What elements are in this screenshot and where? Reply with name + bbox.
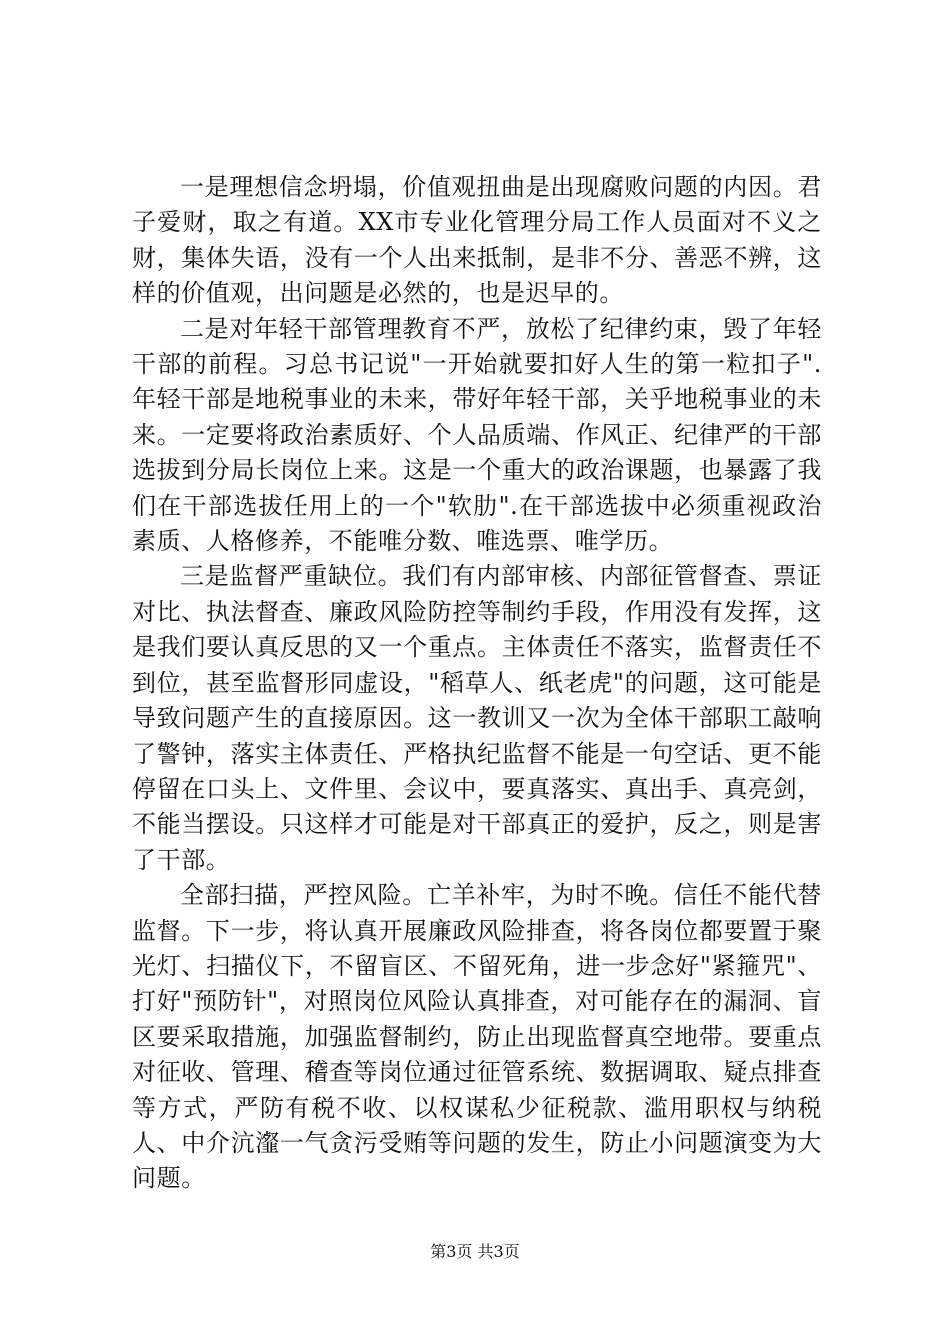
paragraph-supervision: 三是监督严重缺位。我们有内部审核、内部征管督查、票证对比、执法督查、廉政风险防控等制约手段，作用没有发挥，这是我们要认真反思的又一个重点。主体责任不落实，监督责任不到位，甚至监督形同虚设，"稻草人、纸老虎"的问题，这可能是导致问题产生的直接原因。这一教训又一次为全体干部职工敲响了警钟，落实主体责任、严格执纪监督不能是一句空话、更不能停留在口头上、文件里、会议中，要真落实、真出手、真亮剑，不能当摆设。只这样才可能是对干部真正的爱护，反之，则是害了干部。 — [132, 562, 822, 874]
document-body — [132, 170, 822, 1197]
paragraph-young-cadres: 二是对年轻干部管理教育不严，放松了纪律约束，毁了年轻干部的前程。习总书记说"一开始就要扣好人生的第一粒扣子".年轻干部是地税事业的未来，带好年轻干部，关乎地税事业的未来。一定要将政治素质好、个人品质端、作风正、纪律严的干部选拔到分局长岗位上来。这是一个重大的政治课题，也暴露了我们在干部选拔任用上的一个"软肋".在干部选拔中必须重视政治素质、人格修养，不能唯分数、唯选票、唯学历。 — [132, 314, 822, 556]
page-footer: 第3页 共3页 — [430, 1242, 520, 1261]
paragraph-ideals: 一是理想信念坍塌，价值观扭曲是出现腐败问题的内因。君子爱财，取之有道。XX市专业化管理分局工作人员面对不义之财，集体失语，没有一个人出来抵制，是非不分、善恶不辨，这样的价值观，出问题是必然的，也是迟早的。 — [132, 173, 822, 308]
paragraph-risk-control: 全部扫描，严控风险。亡羊补牢，为时不晚。信任不能代替监督。下一步，将认真开展廉政风险排查，将各岗位都要置于聚光灯、扫描仪下，不留盲区、不留死角，进一步念好"紧箍咒"、打好"预防针"，对照岗位风险认真排查，对可能存在的漏洞、盲区要采取措施，加强监督制约，防止出现监督真空地带。要重点对征收、管理、稽查等岗位通过征管系统、数据调取、疑点排查等方式，严防有税不收、以权谋私少征税款、滥用职权与纳税人、中介沆瀣一气贪污受贿等问题的发生，防止小问题演变为大问题。 — [132, 881, 822, 1193]
